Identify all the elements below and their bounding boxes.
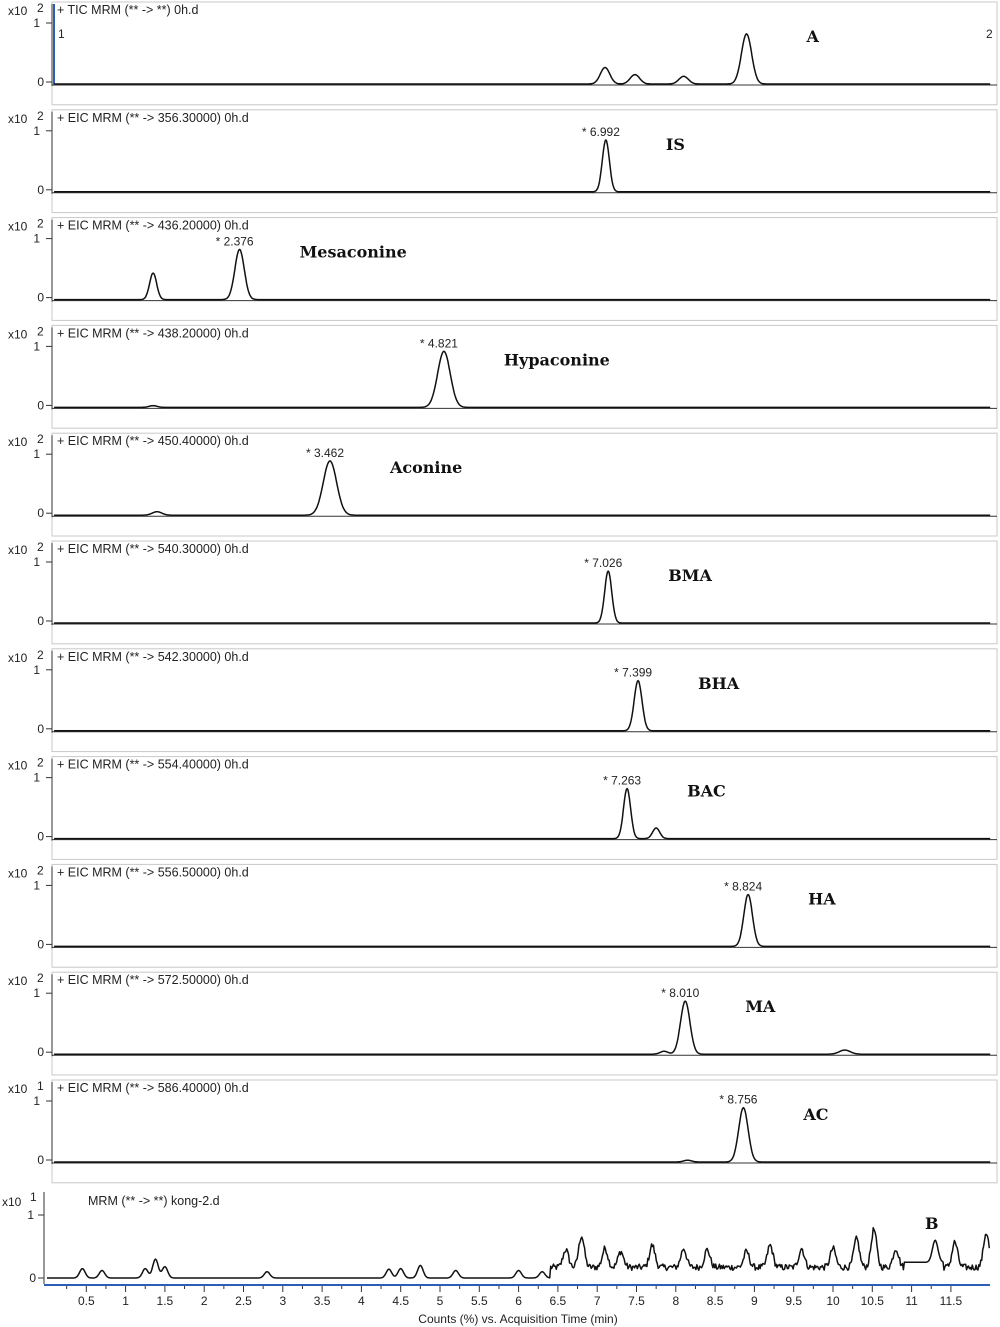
compound-label: A (806, 27, 819, 46)
y-tick-label-zero: 0 (37, 1153, 44, 1167)
panel-frame (52, 325, 997, 428)
scale-exponent: 2 (37, 540, 44, 554)
cursor-marker-left: 1 (58, 27, 65, 41)
y-tick-label-zero: 0 (29, 1271, 36, 1285)
x-tick-label-7.5: 7.5 (628, 1294, 645, 1308)
scale-exponent: 2 (37, 1, 44, 15)
scale-label: x10 (8, 866, 28, 881)
chromatogram-panel-7 (8, 648, 997, 752)
trace-line (47, 1228, 989, 1278)
chromatogram-panel-5 (8, 432, 997, 536)
panel-frame (52, 2, 997, 105)
scale-label: x10 (8, 543, 28, 557)
y-tick-label-zero: 0 (37, 182, 44, 197)
scale-exponent: 1 (30, 1190, 37, 1204)
trace-header: + EIC MRM (** -> 542.30000) 0h.d (57, 649, 249, 664)
y-tick-label-max: 1 (33, 555, 40, 569)
peak-rt-label: * 2.376 (215, 234, 254, 249)
trace-header: + EIC MRM (** -> 356.30000) 0h.d (57, 110, 249, 125)
scale-exponent: 1 (37, 1079, 44, 1093)
scale-label: x10 (8, 974, 28, 989)
x-tick-label-0.5: 0.5 (77, 1294, 95, 1308)
trace-line (54, 681, 990, 731)
blank-panel (2, 1190, 990, 1326)
trace-header: + EIC MRM (** -> 556.50000) 0h.d (57, 865, 249, 880)
chromatogram-panel-9 (8, 863, 997, 967)
compound-label: Aconine (389, 458, 463, 478)
scale-exponent: 2 (37, 216, 44, 231)
scale-label: x10 (8, 1082, 28, 1096)
x-tick-label-2: 2 (200, 1294, 208, 1308)
x-tick-label-10: 10 (826, 1294, 840, 1308)
y-tick-label-zero: 0 (37, 75, 44, 89)
y-tick-label-zero: 0 (37, 937, 44, 952)
x-tick-label-3.5: 3.5 (313, 1294, 331, 1308)
trace-header: + EIC MRM (** -> 436.20000) 0h.d (57, 218, 249, 233)
peak-rt-label: * 7.026 (584, 556, 623, 571)
trace-line (54, 249, 990, 299)
trace-header: + EIC MRM (** -> 450.40000) 0h.d (57, 434, 249, 449)
panel-frame (52, 218, 997, 321)
x-tick-label-5: 5 (436, 1294, 444, 1308)
x-tick-label-9.5: 9.5 (785, 1294, 803, 1308)
x-tick-label-2.5: 2.5 (235, 1294, 252, 1308)
y-tick-label-zero: 0 (37, 721, 44, 736)
trace-line (54, 789, 990, 839)
panel-frame (52, 864, 997, 967)
y-tick-label-max: 1 (33, 986, 40, 1001)
y-tick-label-zero: 0 (37, 506, 44, 521)
x-axis-label: Counts (%) vs. Acquisition Time (min) (418, 1312, 618, 1326)
trace-header: MRM (** -> **) kong-2.d (88, 1194, 220, 1208)
compound-label: BHA (698, 673, 740, 693)
x-tick-label-4: 4 (358, 1294, 365, 1308)
trace-line (54, 140, 990, 192)
chromatogram-panel-3 (8, 217, 997, 321)
y-tick-label-max: 1 (33, 1094, 40, 1108)
compound-label: MA (745, 997, 776, 1017)
scale-label: x10 (8, 650, 28, 665)
x-tick-label-8: 8 (672, 1294, 680, 1308)
trace-line (54, 1001, 990, 1054)
x-tick-label-1: 1 (122, 1294, 129, 1308)
chromatogram-panel-6 (8, 540, 997, 644)
y-tick-label-max: 1 (33, 123, 40, 138)
scale-label: x10 (2, 1195, 22, 1209)
trace-header: + EIC MRM (** -> 540.30000) 0h.d (57, 542, 249, 556)
trace-header: + TIC MRM (** -> **) 0h.d (57, 3, 199, 17)
x-tick-label-11: 11 (905, 1294, 918, 1308)
trace-line (54, 1108, 990, 1162)
chromatogram-panel-4 (8, 324, 997, 428)
trace-line (54, 571, 990, 623)
x-tick-label-3: 3 (279, 1294, 287, 1308)
y-tick-label-max: 1 (33, 662, 40, 677)
peak-rt-label: * 7.263 (603, 773, 642, 788)
peak-rt-label: * 8.756 (719, 1092, 758, 1107)
y-tick-label-max: 1 (33, 231, 40, 246)
scale-label: x10 (8, 111, 28, 126)
panel-frame (52, 972, 997, 1075)
trace-header: + EIC MRM (** -> 438.20000) 0h.d (57, 326, 249, 341)
x-tick-label-6.5: 6.5 (549, 1294, 567, 1308)
cursor-marker-right: 2 (986, 27, 993, 41)
panel-frame (52, 110, 997, 213)
scale-exponent: 2 (37, 755, 44, 770)
y-tick-label-zero: 0 (37, 290, 44, 305)
scale-exponent: 2 (37, 432, 44, 447)
x-tick-label-8.5: 8.5 (706, 1294, 724, 1308)
peak-rt-label: * 8.824 (724, 879, 763, 894)
compound-label: Mesaconine (299, 242, 407, 262)
scale-label: x10 (8, 327, 28, 342)
trace-header: + EIC MRM (** -> 572.50000) 0h.d (57, 973, 249, 988)
scale-label: x10 (8, 435, 28, 450)
y-tick-label-max: 1 (33, 878, 40, 893)
chromatogram-panel-10 (8, 971, 997, 1075)
y-tick-label-zero: 0 (37, 398, 44, 413)
panel-frame (52, 757, 997, 860)
y-tick-label-zero: 0 (37, 1045, 44, 1060)
peak-rt-label: * 7.399 (614, 665, 653, 680)
scale-label: x10 (8, 4, 28, 18)
compound-label: BMA (668, 566, 712, 585)
trace-header: + EIC MRM (** -> 586.40000) 0h.d (57, 1081, 249, 1095)
panel-frame (52, 649, 997, 752)
peak-rt-label: * 6.992 (581, 124, 620, 139)
scale-exponent: 2 (37, 863, 44, 878)
trace-line (54, 895, 990, 947)
panel-label: B (925, 1214, 939, 1233)
chromatogram-panel-8 (8, 756, 997, 860)
y-tick-label-max: 1 (33, 339, 40, 354)
x-tick-label-11.5: 11.5 (939, 1294, 963, 1308)
chromatogram-panel-1 (8, 1, 997, 105)
compound-label: Hypaconine (503, 350, 610, 370)
panel-frame (52, 433, 997, 536)
scale-exponent: 2 (37, 324, 44, 339)
scale-label: x10 (8, 219, 28, 234)
x-tick-label-4.5: 4.5 (392, 1294, 410, 1308)
chromatogram-panel-2 (8, 109, 997, 213)
x-tick-label-1.5: 1.5 (156, 1294, 174, 1308)
y-tick-label-max: 1 (33, 447, 40, 462)
peak-rt-label: * 4.821 (419, 336, 458, 351)
y-tick-label-max: 1 (33, 770, 40, 785)
peak-rt-label: * 8.010 (661, 986, 700, 1001)
x-tick-label-6: 6 (515, 1294, 522, 1308)
x-tick-label-9: 9 (751, 1294, 758, 1308)
panel-frame (52, 541, 997, 644)
trace-line (54, 34, 990, 84)
y-tick-label-zero: 0 (37, 829, 44, 844)
compound-label: BAC (687, 781, 726, 801)
trace-header: + EIC MRM (** -> 554.40000) 0h.d (57, 757, 249, 772)
scale-exponent: 2 (37, 108, 44, 123)
trace-line (54, 461, 990, 515)
scale-exponent: 2 (37, 647, 44, 662)
peak-rt-label: * 3.462 (305, 445, 345, 460)
x-tick-label-7: 7 (593, 1294, 601, 1308)
scale-label: x10 (8, 758, 28, 773)
panel-frame (52, 1080, 997, 1183)
y-tick-label-max: 1 (33, 16, 40, 30)
x-tick-label-5.5: 5.5 (470, 1294, 488, 1308)
scale-exponent: 2 (37, 971, 44, 986)
chromatogram-panel-11 (8, 1079, 997, 1183)
y-tick-label-zero: 0 (37, 614, 44, 628)
y-tick-label-max: 1 (27, 1208, 34, 1222)
compound-label: IS (665, 134, 685, 154)
x-tick-label-10.5: 10.5 (860, 1294, 884, 1308)
compound-label: AC (803, 1105, 829, 1124)
compound-label: HA (808, 889, 836, 909)
